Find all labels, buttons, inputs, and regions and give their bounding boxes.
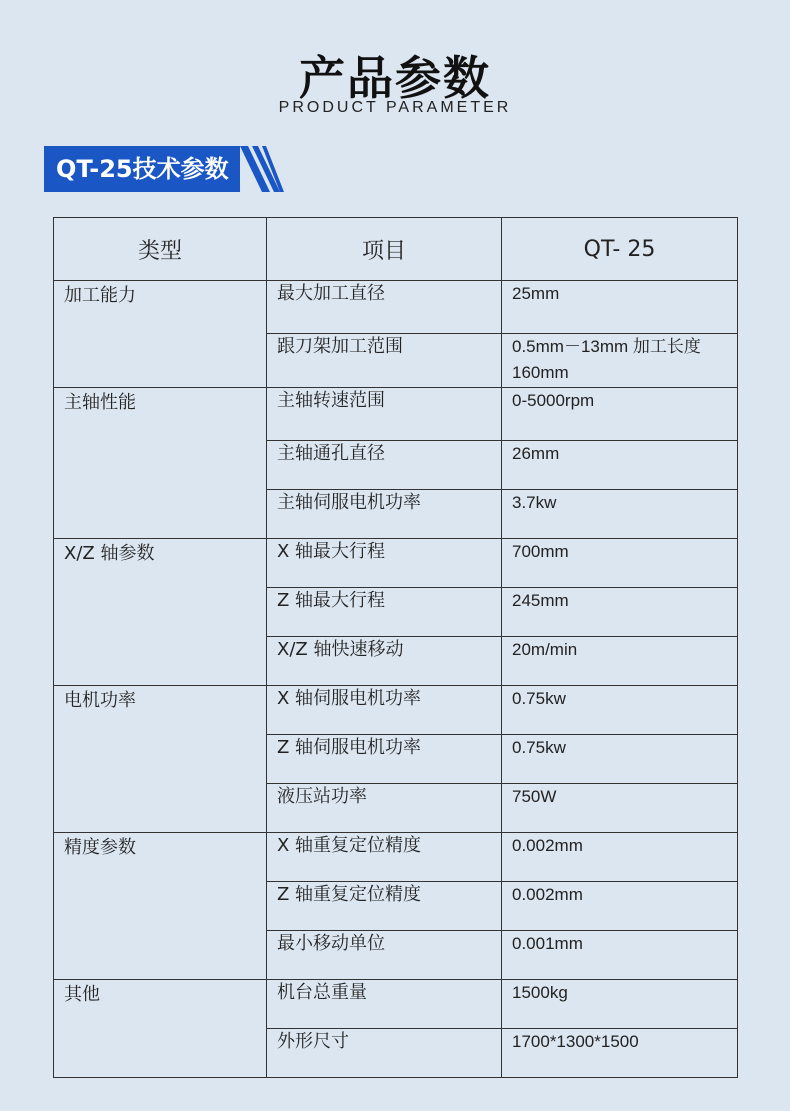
value-cell: 0.002mm: [502, 833, 738, 882]
parameter-table: [53, 217, 738, 1078]
table-row: [54, 980, 738, 1029]
stripes-decoration: [240, 146, 284, 192]
value-cell: 20m/min: [502, 637, 738, 686]
header-model: QT- 25: [502, 218, 738, 281]
value-cell: 1700*1300*1500: [502, 1029, 738, 1078]
value-cell: 1500kg: [502, 980, 738, 1029]
item-cell: 主轴通孔直径: [267, 441, 502, 490]
value-cell: 700mm: [502, 539, 738, 588]
item-cell: 最小移动单位: [267, 931, 502, 980]
item-cell: X 轴最大行程: [267, 539, 502, 588]
category-cell: X/Z 轴参数: [54, 539, 267, 686]
value-cell: 0.75kw: [502, 686, 738, 735]
item-cell: X 轴伺服电机功率: [267, 686, 502, 735]
category-cell: 其他: [54, 980, 267, 1078]
value-cell: 245mm: [502, 588, 738, 637]
page-title: 产品参数: [299, 51, 491, 105]
item-cell: 最大加工直径: [267, 281, 502, 334]
category-cell: 加工能力: [54, 281, 267, 388]
table-row: [54, 539, 738, 588]
item-cell: Z 轴最大行程: [267, 588, 502, 637]
value-cell: 0.001mm: [502, 931, 738, 980]
item-cell: 跟刀架加工范围: [267, 334, 502, 388]
value-cell: 25mm: [502, 281, 738, 334]
category-cell: 主轴性能: [54, 388, 267, 539]
section-badge: QT-25技术参数: [44, 146, 240, 192]
item-cell: 机台总重量: [267, 980, 502, 1029]
value-cell: 0-5000rpm: [502, 388, 738, 441]
item-cell: Z 轴重复定位精度: [267, 882, 502, 931]
table-row: [54, 281, 738, 334]
item-cell: Z 轴伺服电机功率: [267, 735, 502, 784]
item-cell: 主轴转速范围: [267, 388, 502, 441]
table-row: [54, 388, 738, 441]
value-cell: 750W: [502, 784, 738, 833]
header-item: 项目: [267, 218, 502, 281]
item-cell: 外形尺寸: [267, 1029, 502, 1078]
table-row: [54, 833, 738, 882]
table-header-row: [54, 218, 738, 281]
category-cell: 电机功率: [54, 686, 267, 833]
item-cell: X 轴重复定位精度: [267, 833, 502, 882]
value-cell: 26mm: [502, 441, 738, 490]
value-cell: 3.7kw: [502, 490, 738, 539]
category-cell: 精度参数: [54, 833, 267, 980]
value-cell: 0.5mm－13mm 加工长度 160mm: [502, 334, 738, 388]
value-cell: 0.002mm: [502, 882, 738, 931]
header-type: 类型: [54, 218, 267, 281]
value-cell: 0.75kw: [502, 735, 738, 784]
table-row: [54, 686, 738, 735]
item-cell: X/Z 轴快速移动: [267, 637, 502, 686]
page-subtitle: PRODUCT PARAMETER: [278, 99, 512, 116]
item-cell: 主轴伺服电机功率: [267, 490, 502, 539]
item-cell: 液压站功率: [267, 784, 502, 833]
